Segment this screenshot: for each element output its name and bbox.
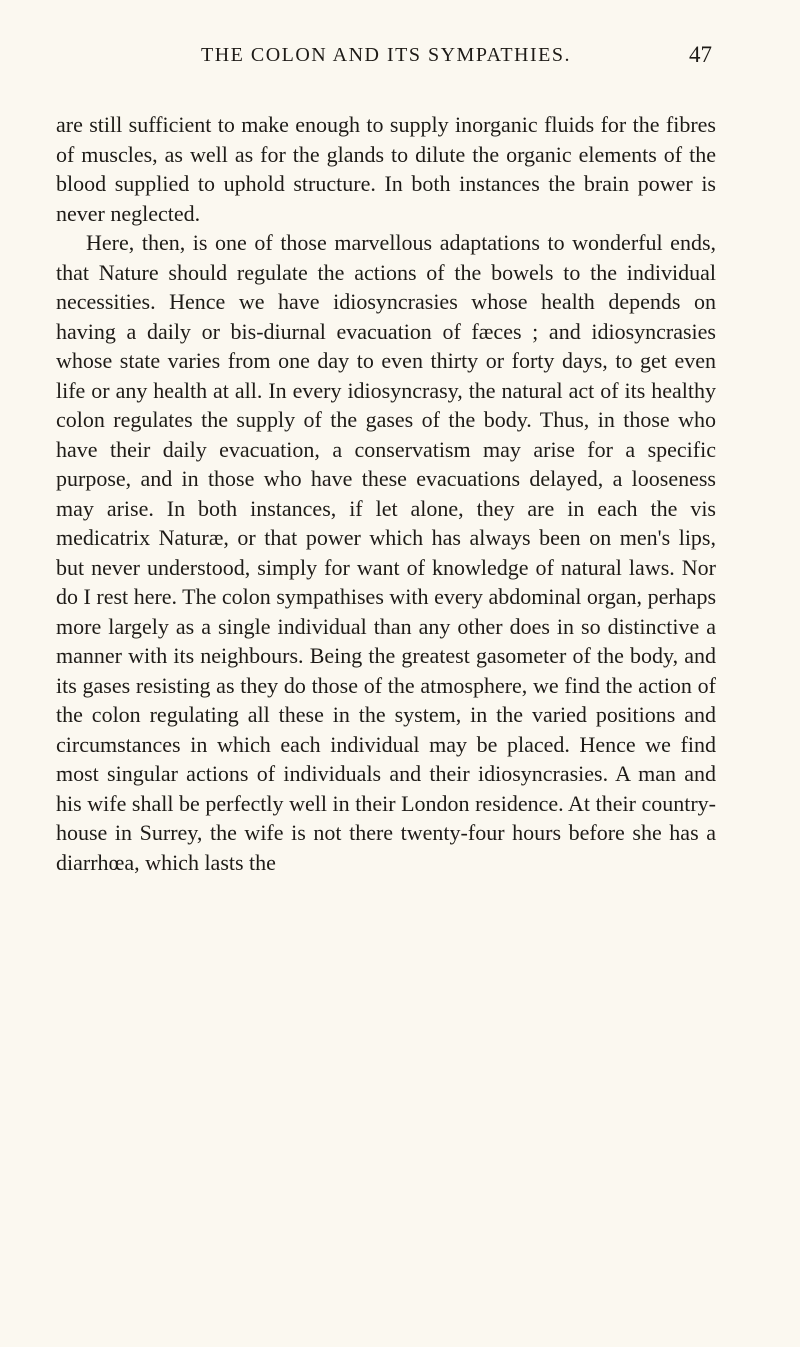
page-number: 47 [689, 42, 712, 67]
body-text [56, 110, 716, 877]
running-title: THE COLON AND ITS SYMPATHIES. [200, 44, 571, 66]
paragraph-1: are still sufficient to make enough to supply inorganic fluids for the fibres of muscles, as well as for the glands to dilute the organic elements of the blood supplied to uphold structure. In both instances the brain power is never neglected. [56, 112, 716, 226]
book-page [56, 40, 716, 877]
running-head [56, 40, 716, 88]
paragraph-2: Here, then, is one of those marvellous adaptations to wonderful ends, that Nature should regulate the actions of the bowels to the individual necessities. Hence we have idiosyncrasies whose health depends on having a daily or bis-diurnal evacuation of fæces ; and idiosyncrasies whose state varies from one day to even thirty or forty days, to get even life or any health at all. In every idiosyncrasy, the natural act of its healthy colon regulates the supply of the gases of the body. Thus, in those who have their daily evacuation, a conservatism may arise for a specific purpose, and in those who have these evacuations delayed, a looseness may arise. In both instances, if let alone, they are in each the vis medicatrix Naturæ, or that power which has always been on men's lips, but never understood, simply for want of knowledge of natural laws. Nor do I rest here. The colon sympathises with every abdominal organ, perhaps more largely as a single individual than any other does in so distinctive a manner with its neighbours. Being the greatest gasometer of the body, and its gases resisting as they do those of the atmosphere, we find the action of the colon regulating all these in the system, in the varied positions and circumstances in which each individual may be placed. Hence we find most singular actions of individuals and their idiosyncrasies. A man and his wife shall be perfectly well in their London residence. At their country-house in Surrey, the wife is not there twenty-four hours before she has a diarrhœa, which lasts the [56, 230, 716, 875]
